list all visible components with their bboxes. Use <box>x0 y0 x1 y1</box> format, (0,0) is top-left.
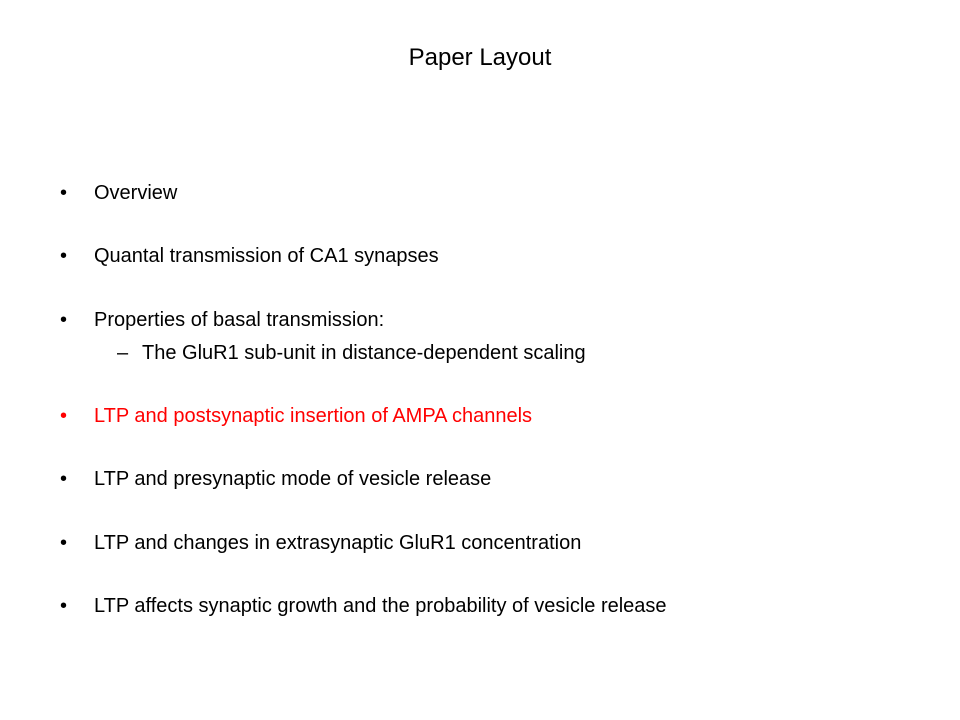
bullet-marker: • <box>60 405 68 427</box>
bullet-item-ltp-postsynaptic-highlighted <box>60 403 532 429</box>
sub-bullet-marker: – <box>117 342 129 364</box>
sub-bullet-text: The GluR1 sub-unit in distance-dependent scaling <box>142 342 586 364</box>
bullet-marker: • <box>60 309 68 331</box>
bullet-marker: • <box>60 595 68 617</box>
bullet-text: Quantal transmission of CA1 synapses <box>94 245 439 267</box>
bullet-item-ltp-presynaptic <box>60 466 491 492</box>
bullet-text: LTP and changes in extrasynaptic GluR1 concentration <box>94 532 582 554</box>
bullet-item-quantal-transmission <box>60 243 439 269</box>
bullet-item-ltp-extrasynaptic <box>60 530 581 556</box>
bullet-text: Properties of basal transmission: <box>94 309 385 331</box>
slide-title: Paper Layout <box>408 44 552 71</box>
bullet-text: LTP affects synaptic growth and the probability of vesicle release <box>94 595 667 617</box>
bullet-item-overview <box>60 180 177 206</box>
bullet-text: Overview <box>94 182 178 204</box>
bullet-marker: • <box>60 468 68 490</box>
bullet-marker: • <box>60 245 68 267</box>
sub-bullet-item-glur1-scaling <box>117 340 586 366</box>
bullet-item-basal-transmission <box>60 307 384 333</box>
bullet-item-ltp-synaptic-growth <box>60 593 667 619</box>
bullet-text: LTP and postsynaptic insertion of AMPA channels <box>94 405 533 427</box>
bullet-marker: • <box>60 532 68 554</box>
bullet-text: LTP and presynaptic mode of vesicle release <box>94 468 492 490</box>
bullet-marker: • <box>60 182 68 204</box>
